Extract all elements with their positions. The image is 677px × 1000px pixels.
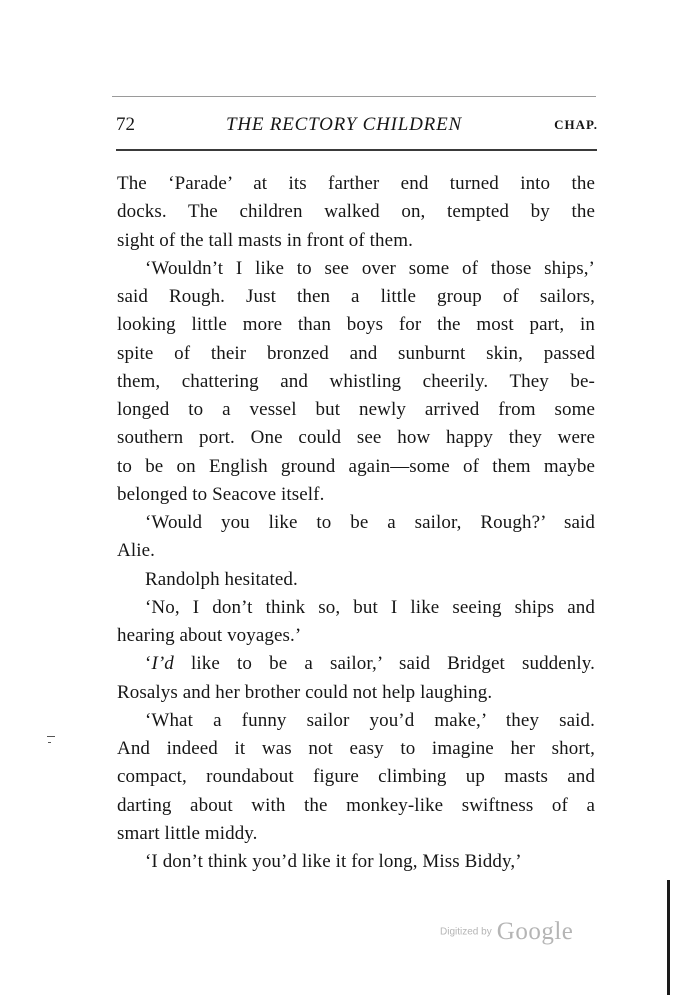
text-line: them, chattering and whistling cheerily. They be- bbox=[117, 370, 595, 392]
book-title: THE RECTORY CHILDREN bbox=[226, 114, 462, 135]
text-line: ‘I don’t think you’d like it for long, Miss Biddy,’ bbox=[145, 851, 522, 872]
scan-top-rule bbox=[112, 96, 596, 97]
text-line: Rosalys and her brother could not help laughing. bbox=[117, 681, 493, 703]
italic-word: I’d bbox=[151, 653, 174, 675]
header-rule bbox=[116, 149, 597, 151]
text-line: ‘What a funny sailor you’d make,’ they said. bbox=[145, 709, 595, 731]
watermark-digitized-text: Digitized by bbox=[440, 926, 492, 938]
text-line: ‘Wouldn’t I like to see over some of those ships,’ bbox=[145, 257, 595, 279]
google-logo: Google bbox=[496, 918, 574, 945]
text-line: sight of the tall masts in front of them. bbox=[117, 229, 413, 251]
text-line: longed to a vessel but newly arrived from some bbox=[117, 399, 595, 420]
text-line: The ‘Parade’ at its farther end turned into the bbox=[117, 173, 595, 194]
text-line: compact, roundabout figure climbing up masts and bbox=[117, 766, 595, 788]
page-number: 72 bbox=[116, 114, 135, 135]
text-line: darting about with the monkey-like swiftness of a bbox=[117, 794, 595, 816]
text-line: ‘Would you like to be a sailor, Rough?’ said bbox=[145, 512, 595, 533]
running-head bbox=[116, 114, 598, 138]
text-line: looking little more than boys for the most part, in bbox=[117, 314, 595, 336]
text-line: ‘No, I don’t think so, but I like seeing ships and bbox=[145, 596, 595, 618]
text-line: Alie. bbox=[117, 540, 155, 562]
text-line: belonged to Seacove itself. bbox=[117, 483, 325, 505]
text-line: docks. The children walked on, tempted by the bbox=[117, 201, 595, 223]
digitized-watermark bbox=[440, 918, 580, 948]
text-line: hearing about voyages.’ bbox=[117, 625, 302, 646]
margin-mark bbox=[48, 742, 51, 743]
line-middle: like to be a sailor,’ bbox=[173, 653, 400, 675]
text-line-mixed bbox=[117, 650, 595, 678]
text-line: to be on English ground again—some of them maybe bbox=[117, 455, 595, 477]
text-line: spite of their bronzed and sunburnt skin, passed bbox=[117, 342, 595, 364]
text-line: smart little middy. bbox=[117, 822, 258, 844]
text-line: Randolph hesitated. bbox=[145, 568, 298, 590]
chapter-label: CHAP. bbox=[554, 117, 598, 132]
text-line: said Rough. Just then a little group of sailors, bbox=[117, 286, 595, 307]
line-rest: said Bridget suddenly. bbox=[399, 653, 595, 675]
line-prefix: ‘ bbox=[145, 653, 152, 675]
scan-edge-line bbox=[667, 880, 670, 995]
text-line: And indeed it was not easy to imagine her short, bbox=[117, 738, 595, 759]
margin-mark bbox=[47, 736, 55, 737]
body-text bbox=[117, 170, 595, 876]
text-line: southern port. One could see how happy they were bbox=[117, 427, 595, 449]
